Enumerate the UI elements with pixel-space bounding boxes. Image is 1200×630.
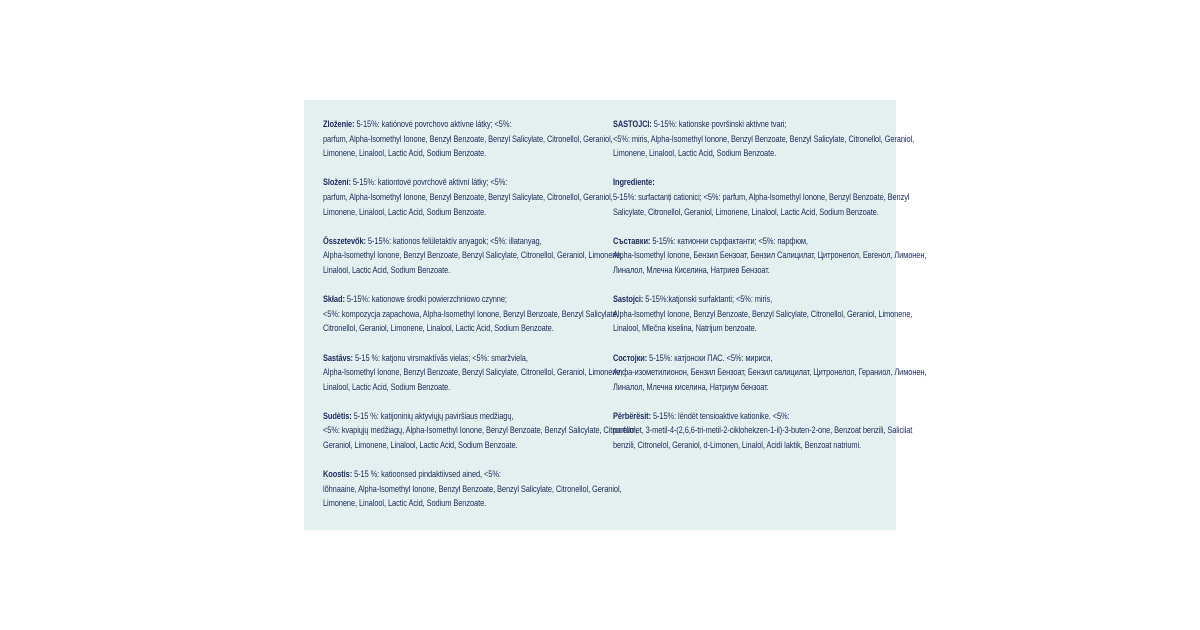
ingredients-block-hu <box>323 234 623 278</box>
block-first-line <box>323 117 585 132</box>
block-text: <5%: miris, Alpha-Isomethyl Ionone, Benzyl Benzoate, Benzyl Salicylate, Citronellol, Geraniol, <box>613 133 915 144</box>
block-text: Geraniol, Limonene, Linalool, Lactic Acid, Sodium Benzoate. <box>323 440 518 451</box>
block-first-line <box>323 175 585 190</box>
block-text: Alpha-Isomethyl Ionone, Benzyl Benzoate, Benzyl Salicylate, Citronellol, Geraniol, Limonene, <box>323 367 623 378</box>
block-label: Sudėtis: <box>323 410 352 421</box>
block-text: <5%: kompozycja zapachowa, Alpha-Isomethyl Ionone, Benzyl Benzoate, Benzyl Salicylate, <box>323 308 619 319</box>
ingredients-block-sk <box>323 117 613 161</box>
block-text: 5-15%: катјонски ПАС. <5%: мириси, <box>647 352 773 363</box>
ingredients-block-ro <box>613 175 910 219</box>
block-text: 5-15%: kationos felületaktív anyagok; <5%: illatanyag, <box>365 235 542 246</box>
block-first-line <box>613 175 875 190</box>
block-first-line <box>613 292 875 307</box>
block-text: lõhnaaine, Alpha-Isomethyl Ionone, Benzyl Benzoate, Benzyl Salicylate, Citronellol, Geraniol, <box>323 483 622 494</box>
block-text: 5-15%: katiónové povrchovo aktívne látky; <5%: <box>354 119 512 129</box>
block-label: Zloženie: <box>323 119 355 129</box>
block-text: Limonene, Linalool, Lactic Acid, Sodium Benzoate. <box>323 498 487 509</box>
block-label: Koostis: <box>323 469 353 480</box>
block-first-line <box>613 117 875 132</box>
block-first-line <box>613 234 875 249</box>
ingredients-panel <box>304 100 927 530</box>
block-label: SASTOJCI: <box>613 119 652 129</box>
block-text: parfumet, 3-metil-4-(2,6,6-tri-metil-2-ciklohekzen-1-il)-3-buten-2-one, Benzoat benzili, Salicilat <box>613 425 913 436</box>
block-text: 5-15%:katjonski surfaktanti; <5%: miris, <box>643 294 773 305</box>
block-text: <5%: kvapiųjų medžiagų, Alpha-Isomethyl Ionone, Benzyl Benzoate, Benzyl Salicylate, Citronellol, <box>323 425 638 436</box>
block-text: Alpha-Isomethyl Ionone, Benzyl Benzoate, Benzyl Salicylate, Citronellol, Geraniol, Limonene, <box>613 308 913 319</box>
block-text: Limonene, Linalool, Lactic Acid, Sodium Benzoate. <box>323 148 487 159</box>
block-text: Alpha-Isomethyl Ionone, Бензил Бензоат, Бензил Салицилат, Цитронелол, Евгенол, Лимонен, <box>613 250 927 261</box>
block-text: 5-15%: surfactanți cationici; <5%: parfum, Alpha-Isomethyl Ionone, Benzyl Benzoate, Benzyl <box>613 191 910 202</box>
block-label: Съставки: <box>613 235 651 246</box>
block-label: Sastāvs: <box>323 352 353 363</box>
block-text: Limonene, Linalool, Lactic Acid, Sodium Benzoate. <box>323 206 487 217</box>
ingredients-block-et <box>323 467 622 511</box>
ingredients-block-bg <box>613 234 927 278</box>
block-first-line <box>323 351 585 366</box>
ingredients-block-cs <box>323 175 613 219</box>
block-text: parfum, Alpha-Isomethyl Ionone, Benzyl Benzoate, Benzyl Salicylate, Citronellol, Geraniol, <box>323 133 613 144</box>
block-text: Алфа-изометилионон, Бензил Бензоат, Бензил салицилат, Цитронелол, Гераниол, Лимонен, <box>613 367 927 378</box>
block-text: Линалол, Млечна Киселина, Натриев Бензоат. <box>613 264 770 275</box>
block-text: 5-15%: kationske površinski aktivne tvari; <box>651 119 787 129</box>
block-text: 5-15 %: katjonu virsmaktīvās vielas; <5%: smaržviela, <box>352 352 528 363</box>
block-text: Линалол, Млечна киселина, Натриум бензоат. <box>613 381 769 392</box>
block-label: Skład: <box>323 294 345 305</box>
block-first-line <box>323 467 585 482</box>
ingredients-block-sq <box>613 409 913 453</box>
block-text: Linalool, Lactic Acid, Sodium Benzoate. <box>323 381 451 392</box>
block-text: 5-15%: kationtové povrchově aktivní látky; <5%: <box>350 177 508 188</box>
block-label: Összetevők: <box>323 235 366 246</box>
block-first-line <box>323 292 585 307</box>
block-label: Ingrediente: <box>613 177 655 188</box>
block-text: 5-15 %: katijoninių aktyviųjų paviršiaus medžiagų, <box>351 410 514 421</box>
ingredients-block-sr <box>613 292 913 336</box>
block-text: Limonene, Linalool, Lactic Acid, Sodium Benzoate. <box>613 148 777 159</box>
block-text: Linalool, Mlečna kiselina, Natrijum benzoate. <box>613 323 757 334</box>
block-first-line <box>323 234 585 249</box>
ingredients-block-hr <box>613 117 915 161</box>
block-text: benzili, Citronelol, Geraniol, d-Limonen, Linalol, Acidi laktik, Benzoat natriumi. <box>613 440 862 451</box>
block-first-line <box>613 409 875 424</box>
block-label: Përbërësit: <box>613 410 651 421</box>
block-first-line <box>323 409 585 424</box>
block-text: Linalool, Lactic Acid, Sodium Benzoate. <box>323 264 451 275</box>
block-first-line <box>613 351 875 366</box>
block-text: Salicylate, Citronellol, Geraniol, Limonene, Linalool, Lactic Acid, Sodium Benzoate. <box>613 206 879 217</box>
block-text: parfum, Alpha-Isomethyl Ionone, Benzyl Benzoate, Benzyl Salicylate, Citronellol, Geraniol, <box>323 191 613 202</box>
block-text: 5-15%: kationowe środki powierzchniowo czynne; <box>344 294 507 305</box>
block-label: Sastojci: <box>613 294 644 305</box>
block-text: Alpha-Isomethyl Ionone, Benzyl Benzoate, Benzyl Salicylate, Citronellol, Geraniol, Limonene, <box>323 250 623 261</box>
ingredients-block-lv <box>323 351 623 395</box>
block-label: Состојки: <box>613 352 648 363</box>
block-label: Složení: <box>323 177 351 188</box>
ingredients-block-pl <box>323 292 619 336</box>
ingredients-block-mk <box>613 351 927 395</box>
right-column <box>613 117 927 453</box>
block-text: 5-15%: lëndët tensioaktive kationike. <5%: <box>650 410 790 421</box>
block-text: Citronellol, Geraniol, Limonene, Linalool, Lactic Acid, Sodium Benzoate. <box>323 323 554 334</box>
block-text: 5-15 %: katioonsed pindaktiivsed ained, <5%: <box>352 469 501 480</box>
block-text: 5-15%: катионни сърфактанти; <5%: парфюм, <box>650 235 808 246</box>
